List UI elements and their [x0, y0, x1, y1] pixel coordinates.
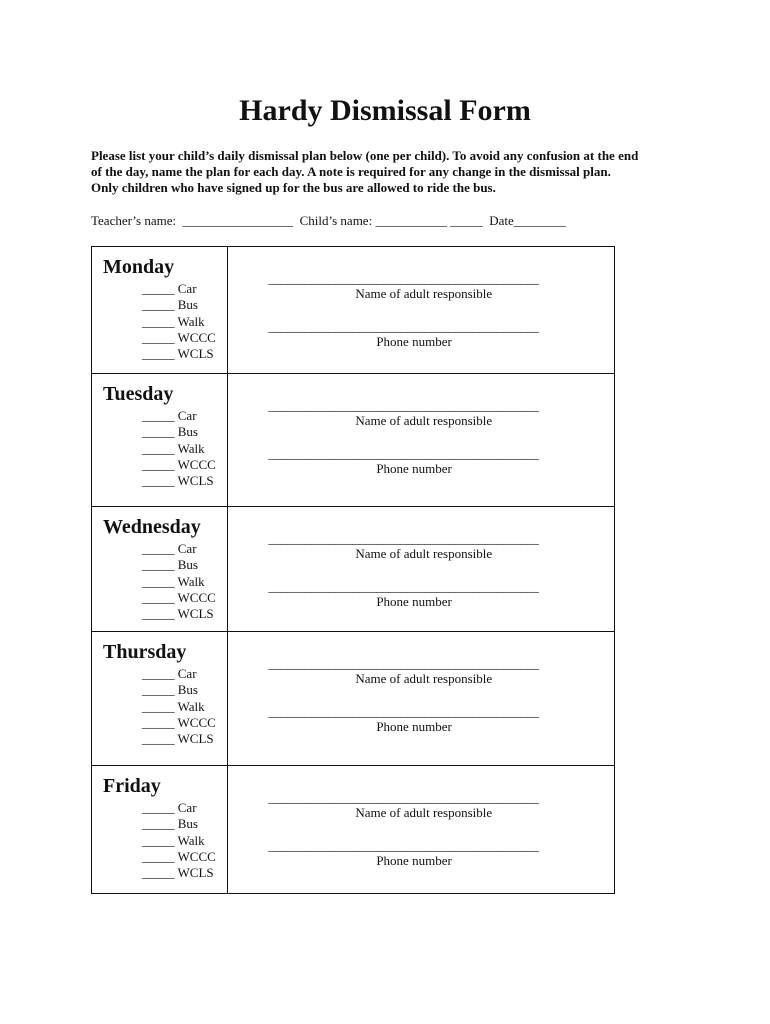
- option-bus[interactable]: _____ Bus: [142, 682, 198, 698]
- adult-name-label: Name of adult responsible: [355, 286, 493, 301]
- responsible-cell: [228, 247, 615, 374]
- dismissal-options: [142, 541, 227, 622]
- form-instructions: [91, 148, 691, 196]
- option-walk[interactable]: _____ Walk: [142, 832, 205, 848]
- responsible-cell: [228, 374, 615, 507]
- option-car[interactable]: _____ Car: [142, 800, 197, 815]
- day-row-wednesday: [92, 507, 615, 632]
- adult-name-label: Name of adult responsible: [355, 671, 493, 686]
- dismissal-options: [142, 281, 227, 362]
- day-row-tuesday: [92, 374, 615, 507]
- option-bus[interactable]: _____ Bus: [142, 424, 198, 440]
- option-wcls[interactable]: _____ WCLS: [142, 865, 214, 881]
- dismissal-plan-table: [91, 246, 615, 894]
- option-walk[interactable]: _____ Walk: [142, 573, 205, 589]
- option-bus[interactable]: _____ Bus: [142, 557, 198, 573]
- responsible-cell: [228, 632, 615, 766]
- day-options-cell: [92, 507, 228, 632]
- responsible-cell: [228, 766, 615, 894]
- option-walk[interactable]: _____ Walk: [142, 313, 205, 329]
- form-title: Hardy Dismissal Form: [239, 94, 531, 127]
- instruction-line: of the day, name the plan for each day. A note is required for any change in the dismissal plan.: [91, 164, 611, 179]
- day-row-thursday: [92, 632, 615, 766]
- option-car[interactable]: _____ Car: [142, 541, 197, 556]
- day-options-cell: [92, 374, 228, 507]
- option-car[interactable]: _____ Car: [142, 408, 197, 423]
- phone-line[interactable]: _____________________________________________: [268, 580, 539, 594]
- option-wccc[interactable]: _____ WCCC: [142, 329, 216, 345]
- option-wcls[interactable]: _____ WCLS: [142, 346, 214, 362]
- option-wcls[interactable]: _____ WCLS: [142, 731, 214, 747]
- adult-name-line[interactable]: _____________________________________________: [268, 399, 539, 413]
- phone-line[interactable]: _____________________________________________: [268, 705, 539, 719]
- adult-name-label: Name of adult responsible: [355, 546, 493, 561]
- option-wccc[interactable]: _____ WCCC: [142, 456, 216, 472]
- day-options-cell: [92, 632, 228, 766]
- phone-line[interactable]: _____________________________________________: [268, 839, 539, 853]
- adult-name-label: Name of adult responsible: [355, 413, 493, 428]
- dismissal-options: [142, 666, 227, 747]
- option-wcls[interactable]: _____ WCLS: [142, 473, 214, 489]
- instruction-line: Please list your child’s daily dismissal plan below (one per child). To avoid any confusion at the end: [91, 148, 639, 163]
- teacher-child-date-fields[interactable]: Teacher’s name: _________________ Child’s name: ___________ _____ Date________: [91, 213, 566, 228]
- day-row-monday: [92, 247, 615, 374]
- phone-label: Phone number: [376, 719, 452, 734]
- option-car[interactable]: _____ Car: [142, 666, 197, 681]
- adult-name-line[interactable]: _____________________________________________: [268, 532, 539, 546]
- day-name: Tuesday: [103, 383, 174, 405]
- adult-name-line[interactable]: _____________________________________________: [268, 791, 539, 805]
- phone-label: Phone number: [376, 334, 452, 349]
- phone-label: Phone number: [376, 853, 452, 868]
- option-bus[interactable]: _____ Bus: [142, 816, 198, 832]
- dismissal-options: [142, 408, 227, 489]
- day-name: Thursday: [103, 641, 187, 663]
- phone-line[interactable]: _____________________________________________: [268, 447, 539, 461]
- option-wccc[interactable]: _____ WCCC: [142, 589, 216, 605]
- day-name: Monday: [103, 256, 175, 278]
- option-wccc[interactable]: _____ WCCC: [142, 714, 216, 730]
- day-options-cell: [92, 247, 228, 374]
- adult-name-line[interactable]: _____________________________________________: [268, 657, 539, 671]
- phone-label: Phone number: [376, 461, 452, 476]
- option-walk[interactable]: _____ Walk: [142, 440, 205, 456]
- responsible-cell: [228, 507, 615, 632]
- adult-name-label: Name of adult responsible: [355, 805, 493, 820]
- option-walk[interactable]: _____ Walk: [142, 698, 205, 714]
- instruction-line: Only children who have signed up for the bus are allowed to ride the bus.: [91, 180, 496, 195]
- day-name: Friday: [103, 775, 161, 797]
- dismissal-options: [142, 800, 227, 881]
- phone-label: Phone number: [376, 594, 452, 609]
- day-row-friday: [92, 766, 615, 894]
- option-wcls[interactable]: _____ WCLS: [142, 606, 214, 622]
- option-car[interactable]: _____ Car: [142, 281, 197, 296]
- day-name: Wednesday: [103, 516, 201, 538]
- adult-name-line[interactable]: _____________________________________________: [268, 272, 539, 286]
- option-bus[interactable]: _____ Bus: [142, 297, 198, 313]
- day-options-cell: [92, 766, 228, 894]
- phone-line[interactable]: _____________________________________________: [268, 320, 539, 334]
- option-wccc[interactable]: _____ WCCC: [142, 848, 216, 864]
